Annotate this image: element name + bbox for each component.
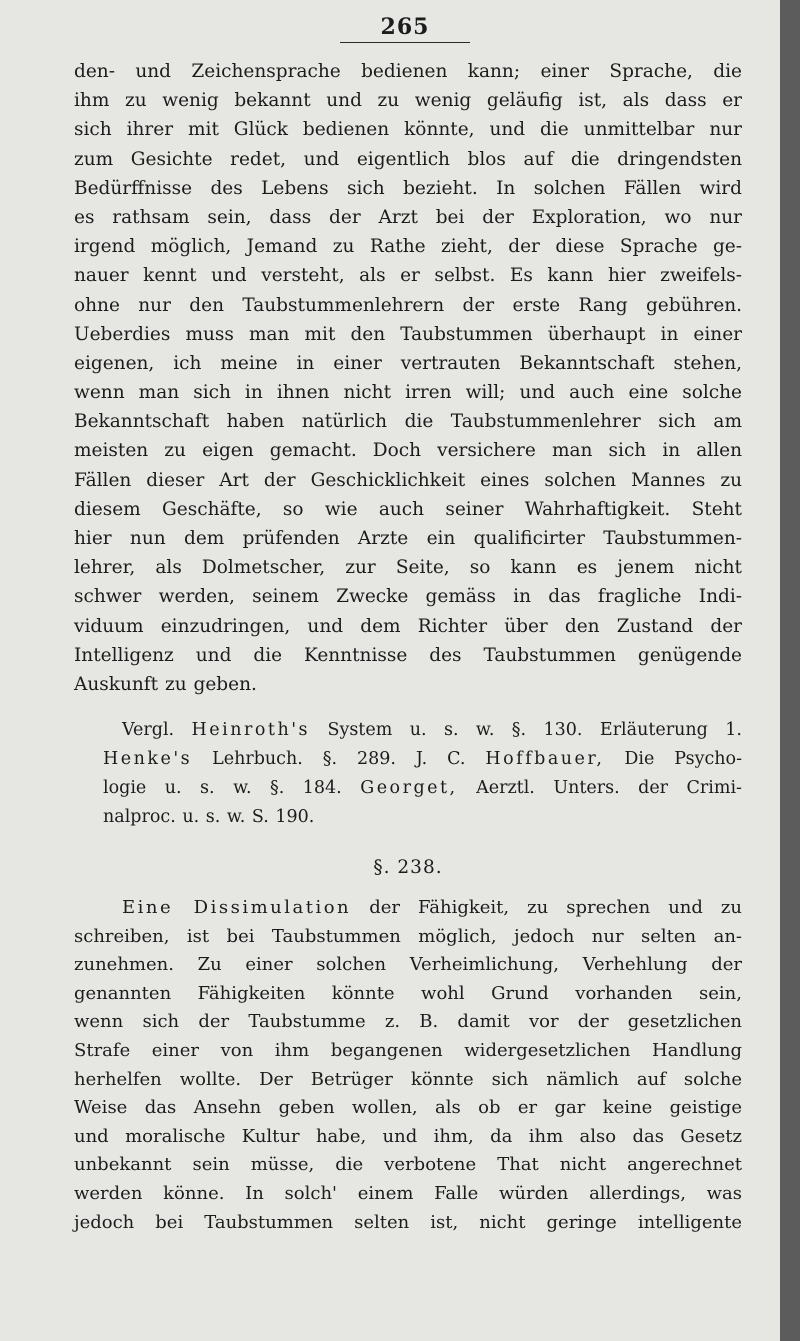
- text-line: und moralische Kultur habe, und ihm, da ihm also das Gesetz: [74, 1125, 742, 1147]
- emphasized-phrase: Eine Dissimulation: [122, 897, 352, 918]
- text-line: Weise das Ansehn geben wollen, als ob er gar keine geistige: [74, 1097, 742, 1119]
- text-line: zunehmen. Zu einer solchen Verheimlichung, Verhehlung der: [74, 954, 742, 976]
- text-line: es rathsam sein, dass der Arzt bei der Exploration, wo nur: [74, 206, 742, 228]
- note-text: Lehrbuch. §. 289. J. C.: [212, 749, 466, 769]
- text-line: diesem Geschäfte, so wie auch seiner Wahrhaftigkeit. Steht: [74, 498, 742, 520]
- text-line: Bekanntschaft haben natürlich die Taubstummenlehrer sich am: [74, 411, 742, 433]
- text-line: [74, 894, 742, 923]
- text-line: irgend möglich, Jemand zu Rathe zieht, der diese Sprache ge-: [74, 236, 742, 258]
- text-line: viduum einzudringen, und dem Richter über den Zustand der: [74, 615, 742, 637]
- text-line: werden könne. In solch' einem Falle würden allerdings, was: [74, 1182, 742, 1204]
- note-line: [74, 745, 742, 774]
- author-name: Henke's: [103, 749, 193, 769]
- text-fragment: der Fähigkeit, zu sprechen und zu: [369, 897, 742, 918]
- text-line: lehrer, als Dolmetscher, zur Seite, so kann es jenem nicht: [74, 557, 742, 579]
- text-line: herhelfen wollte. Der Betrüger könnte sich nämlich auf solche: [74, 1068, 742, 1090]
- text-line: den- und Zeichensprache bedienen kann; einer Sprache, die: [74, 61, 742, 82]
- text-line: Intelligenz und die Kenntnisse des Taubstummen genügende: [74, 644, 742, 666]
- text-line: wenn sich der Taubstumme z. B. damit vor der gesetzlichen: [74, 1011, 742, 1033]
- note-text: Die Psycho-: [624, 749, 742, 769]
- author-name: Heinroth's: [191, 720, 311, 740]
- paragraph-2: [74, 894, 742, 1237]
- text-line: zum Gesichte redet, und eigentlich blos auf die dringendsten: [74, 148, 742, 170]
- text-line: genannten Fähigkeiten könnte wohl Grund vorhanden sein,: [74, 982, 742, 1004]
- text-line: Bedürffnisse des Lebens sich bezieht. In solchen Fällen wird: [74, 177, 742, 199]
- paragraph-1: [74, 57, 742, 699]
- text-line: hier nun dem prüfenden Arzte ein qualificirter Taubstummen-: [74, 528, 742, 549]
- text-line: unbekannt sein müsse, die verbotene That nicht angerechnet: [74, 1154, 742, 1176]
- author-name: Hoffbauer,: [485, 749, 605, 769]
- note-text: System u. s. w. §. 130. Erläuterung 1.: [327, 720, 742, 740]
- section-heading: §. 238.: [373, 857, 443, 878]
- text-line: Strafe einer von ihm begangenen widergesetzlichen Handlung: [74, 1039, 742, 1061]
- note-line: [74, 716, 742, 745]
- note-text: logie u. s. w. §. 184.: [103, 778, 342, 798]
- text-line: schreiben, ist bei Taubstummen möglich, jedoch nur selten an-: [74, 925, 742, 947]
- text-line: jedoch bei Taubstummen selten ist, nicht geringe intelligente: [74, 1211, 742, 1233]
- page-number: 265: [380, 14, 430, 40]
- text-line: Auskunft zu geben.: [74, 673, 257, 695]
- note-line: nalproc. u. s. w. S. 190.: [103, 807, 315, 827]
- text-line: ihm zu wenig bekannt und zu wenig geläufig ist, als dass er: [74, 90, 742, 112]
- text-line: Fällen dieser Art der Geschicklichkeit eines solchen Mannes zu: [74, 469, 742, 491]
- text-line: nauer kennt und versteht, als er selbst. Es kann hier zweifels-: [74, 265, 742, 287]
- text-line: ohne nur den Taubstummenlehrern der erste Rang gebühren.: [74, 294, 742, 316]
- note-text: Aerztl. Unters. der Crimi-: [476, 778, 742, 798]
- header-rule: [340, 42, 470, 43]
- note-line: [74, 774, 742, 803]
- text-line: schwer werden, seinem Zwecke gemäss in das fragliche Indi-: [74, 586, 742, 608]
- text-line: wenn man sich in ihnen nicht irren will; und auch eine solche: [74, 382, 742, 404]
- author-name: Georget,: [360, 778, 458, 798]
- text-line: Ueberdies muss man mit den Taubstummen überhaupt in einer: [74, 323, 742, 345]
- page-edge-shadow: [780, 0, 800, 1341]
- text-line: eigenen, ich meine in einer vertrauten Bekanntschaft stehen,: [74, 352, 742, 374]
- note-text: Vergl.: [122, 720, 175, 740]
- reference-notes: [74, 716, 742, 832]
- text-line: meisten zu eigen gemacht. Doch versichere man sich in allen: [74, 440, 742, 462]
- text-line: sich ihrer mit Glück bedienen könnte, und die unmittelbar nur: [74, 119, 742, 141]
